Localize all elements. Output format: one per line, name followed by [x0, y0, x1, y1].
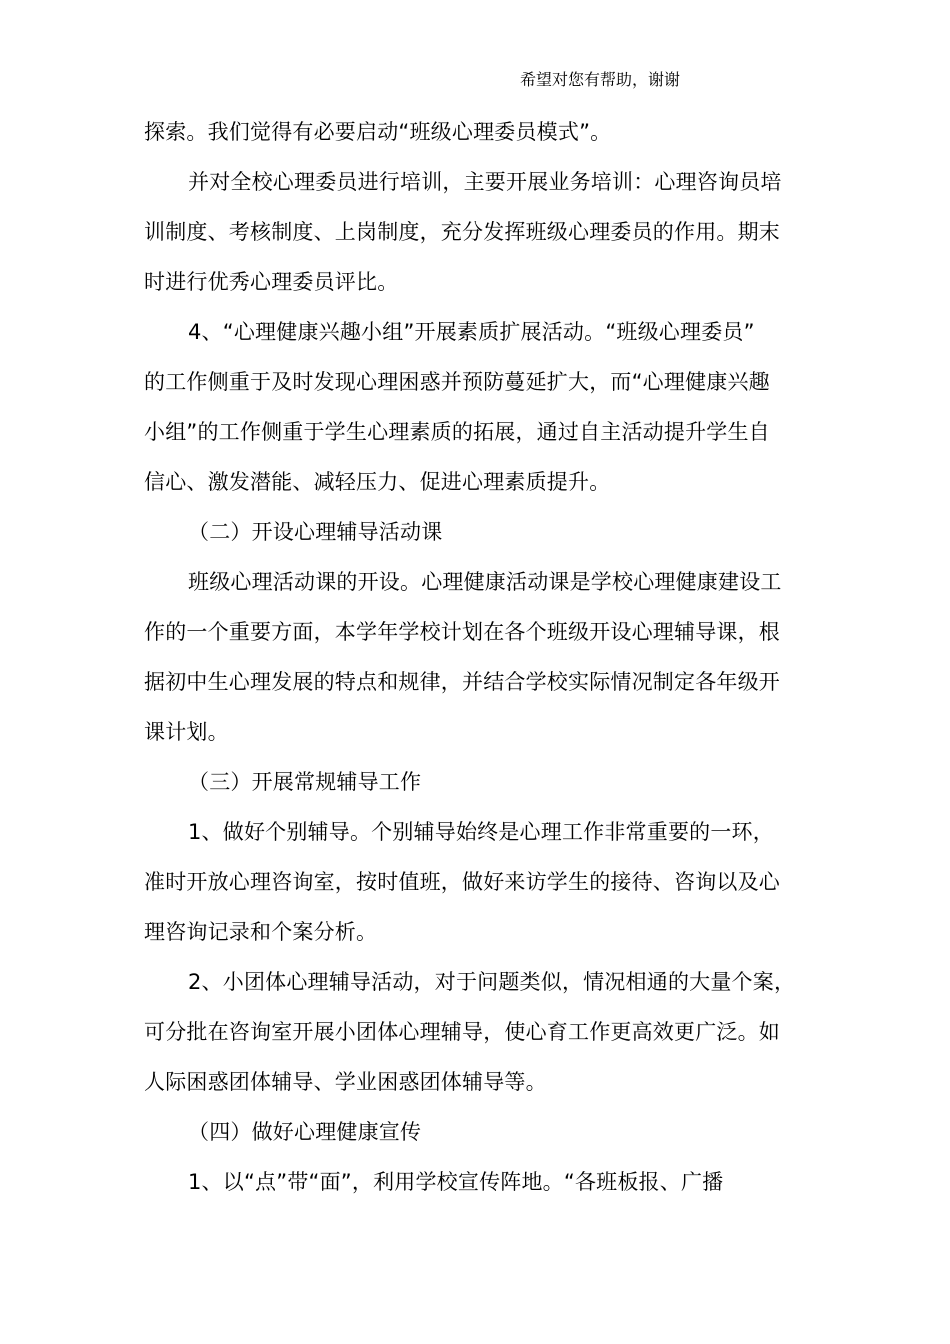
text-line: 4、“心理健康兴趣小组”开展素质扩展活动。“班级心理委员” — [188, 320, 755, 344]
text-line: 训制度、考核制度、上岗制度，充分发挥班级心理委员的作用。期末 — [144, 220, 780, 244]
text-line: 信心、激发潜能、减轻压力、促进心理素质提升。 — [144, 470, 611, 494]
text-line: 可分批在咨询室开展小团体心理辅导，使心育工作更高效更广泛。如 — [144, 1020, 780, 1044]
section-heading: （三）开展常规辅导工作 — [188, 770, 422, 794]
text-line: 探索。我们觉得有必要启动“班级心理委员模式”。 — [144, 120, 612, 144]
text-line: 时进行优秀心理委员评比。 — [144, 270, 399, 294]
text-line: 2、小团体心理辅导活动，对于问题类似，情况相通的大量个案， — [188, 970, 796, 994]
text-line: 理咨询记录和个案分析。 — [144, 920, 378, 944]
text-line: 1、以“点”带“面”，利用学校宣传阵地。“各班板报、广播 — [188, 1170, 724, 1194]
text-line: 据初中生心理发展的特点和规律，并结合学校实际情况制定各年级开 — [144, 670, 780, 694]
section-heading: （四）做好心理健康宣传 — [188, 1120, 422, 1144]
text-line: 课计划。 — [144, 720, 229, 744]
text-line: 准时开放心理咨询室，按时值班，做好来访学生的接待、咨询以及心 — [144, 870, 780, 894]
header-note: 希望对您有帮助，谢谢 — [520, 70, 681, 89]
text-line: 的工作侧重于及时发现心理困惑并预防蔓延扩大，而“心理健康兴趣 — [144, 370, 770, 394]
section-heading: （二）开设心理辅导活动课 — [188, 520, 443, 544]
text-line: 小组”的工作侧重于学生心理素质的拓展，通过自主活动提升学生自 — [144, 420, 770, 444]
text-line: 并对全校心理委员进行培训，主要开展业务培训：心理咨询员培 — [188, 170, 782, 194]
text-line: 作的一个重要方面，本学年学校计划在各个班级开设心理辅导课，根 — [144, 620, 780, 644]
text-line: 班级心理活动课的开设。心理健康活动课是学校心理健康建设工 — [188, 570, 782, 594]
text-line: 1、做好个别辅导。个别辅导始终是心理工作非常重要的一环， — [188, 820, 774, 844]
text-line: 人际困惑团体辅导、学业困惑团体辅导等。 — [144, 1070, 547, 1094]
